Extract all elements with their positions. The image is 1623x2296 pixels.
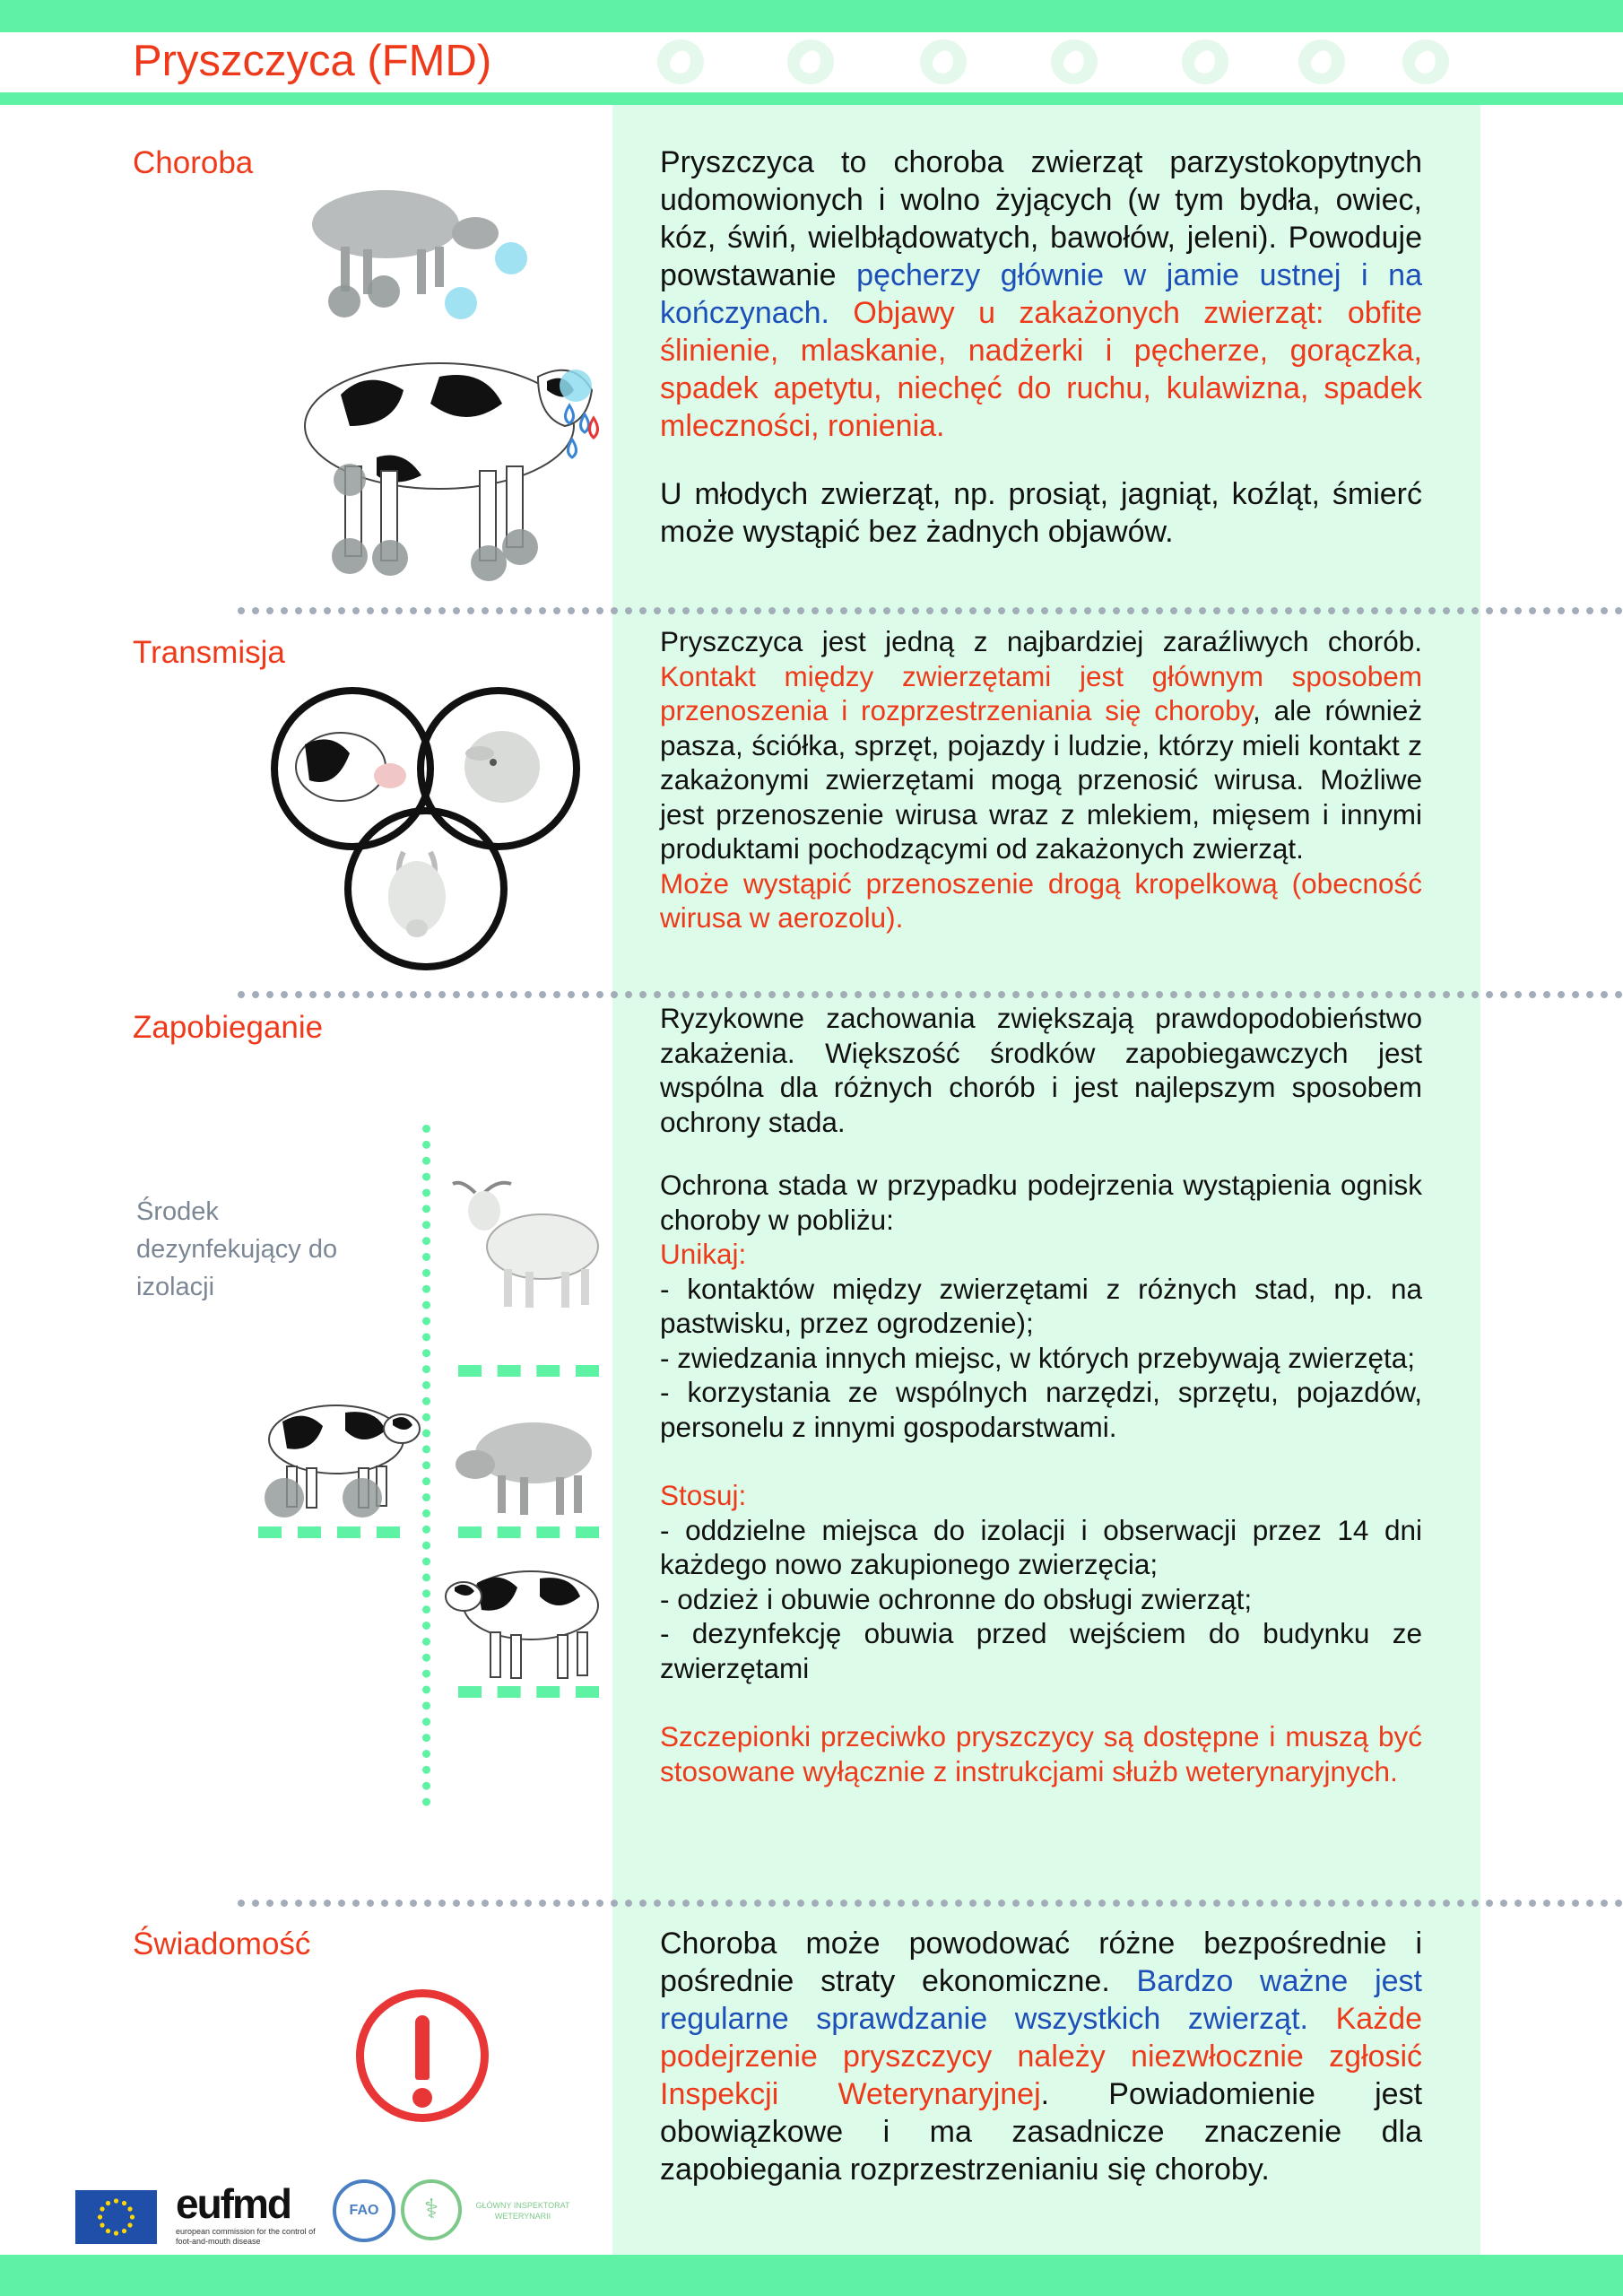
caduceus-icon: ⚕ [401,2179,462,2240]
isolated-cow-image [251,1386,421,1520]
paragraph [660,624,1422,866]
leaf-seal-icon [1182,39,1228,84]
leaf-seal-icon [657,39,704,84]
section-text-swiadomosc [660,1925,1422,2188]
text-run: - oddzielne miejsca do izolacji i obserwacji przez 14 dni każdego nowo zakupionego zwierzęcia; [660,1513,1422,1580]
list-item [660,1582,1422,1617]
text-run: Objawy u zakażonych zwierząt: obfite ślinienie, mlaskanie, nadżerki i pęcherze, gorączka, spadek apetytu, niechęć do ruchu, kulawizna, spadek mleczności, ronienia. [660,296,1422,443]
sheep-head-image [453,718,551,816]
list-item [660,1341,1422,1376]
text-run: pęcherzy głównie w jamie ustnej i na kończynach. [660,258,1422,330]
sheep-image [448,1404,601,1520]
eu-stars-icon [75,2190,157,2244]
section-heading-choroba: Choroba [133,145,254,180]
vaccine-note [660,1719,1422,1788]
text-run: - kontaktów między zwierzętami z różnych stad, np. na pastwisku, przez ogrodzenie); [660,1272,1422,1339]
section-text-transmisja [660,624,1422,935]
section-heading-transmisja: Transmisja [133,635,285,670]
section-heading-zapobieganie: Zapobieganie [133,1010,324,1045]
leaf-seal-icon [1298,39,1345,84]
paragraph [660,866,1422,935]
isolation-barrier-line [422,1125,430,1806]
eu-flag-logo [75,2190,157,2244]
text-run: Szczepionki przeciwko pryszczycy są dostępne i muszą być stosowane wyłącznie z instrukcjami służb weterynaryjnych. [660,1720,1422,1787]
text-run: Bardzo ważne jest regularne sprawdzanie wszystkich zwierząt. [660,1964,1423,2036]
text-run: - odzież i obuwie ochronne do obsługi zwierząt; [660,1582,1253,1615]
text-run: - korzystania ze wspólnych narzędzi, sprzętu, pojazdów, personelu z innymi gospodarstwami. [660,1376,1422,1443]
cow-image [441,1547,612,1682]
eufmd-logo: eufmd [176,2180,291,2227]
pen-barrier-dash [458,1686,599,1698]
text-run: Stosuj: [660,1479,747,1511]
text-run: U młodych zwierząt, np. prosiąt, jagniąt, koźląt, śmierć może wystąpić bez żadnych objawów. [660,477,1422,549]
list-item [660,1513,1422,1582]
text-run: Ryzykowne zachowania zwiększają prawdopodobieństwo zakażenia. Większość środków zapobiegawczych jest wspólna dla różnych chorób i jest najlepszym sposobem ochrony stada. [660,1002,1422,1138]
text-run: Choroba może powodować różne bezpośrednie i pośrednie straty ekonomiczne. [660,1926,1422,1998]
text-run: , ale również pasza, ściółka, sprzęt, pojazdy i ludzie, którzy mieli kontakt z zakażonymi zwierzętami mogą przenosić wirusa. Możliwe jest przenoszenie wirusa wraz z mlekiem, mięsem i innymi produktami pochodzącymi od zakażonych zwierząt. [660,694,1422,865]
section-heading-swiadomosc: Świadomość [133,1926,311,1961]
text-run: Unikaj: [660,1238,747,1270]
list-item [660,1272,1422,1341]
text-run [829,296,853,330]
pen-barrier-dash [458,1526,599,1538]
fao-logo: FAO [333,2179,395,2242]
leaf-seal-icon [787,39,834,84]
leaf-seal-icon [920,39,967,84]
section-divider [238,607,1623,614]
eufmd-logo-caption: european commission for the control of foot-and-mouth disease [176,2227,316,2246]
section-text-zapobieganie [660,1001,1422,1788]
diseased-sheep-and-cow-illustration [260,170,610,592]
pen-barrier-dash [458,1365,599,1377]
text-run: Każde podejrzenie pryszczycy należy niezwłocznie zgłosić Inspekcji Weterynaryjnej [660,2002,1423,2111]
avoid-heading [660,1237,1422,1272]
list-item [660,1375,1422,1444]
section-divider [238,991,1623,998]
text-run [1308,2002,1336,2036]
section-divider [238,1900,1623,1907]
text-run: Kontakt między zwierzętami jest głównym sposobem przenoszenia i rozprzestrzeniania się choroby [660,659,1422,726]
pen-barrier-dash [258,1526,400,1538]
disinfectant-note: Środek dezynfekujący do izolacji [136,1197,338,1301]
exclamation-dot [412,2088,432,2108]
text-run: - zwiedzania innych miejsc, w których przebywają zwierzęta; [660,1341,1416,1374]
exclamation-bar [415,2015,430,2080]
leaf-seal-icon [1051,39,1098,84]
text-run: Pryszczyca jest jedną z najbardziej zaraźliwych chorób. [660,625,1422,657]
list-item [660,1616,1422,1685]
text-run: . Powiadomienie jest obowiązkowe i ma zasadnicze znaczenie dla zapobiegania rozprzestrzenianiu się choroby. [660,2077,1423,2187]
leaf-seal-icon [1402,39,1449,84]
goat-image [448,1175,601,1309]
section-text-choroba [660,144,1422,551]
paragraph [660,144,1422,445]
paragraph [660,1925,1422,2188]
paragraph [660,1001,1422,1139]
use-heading [660,1478,1422,1513]
text-run: Może wystąpić przenoszenie drogą kropelkową (obecność wirusa w aerozolu). [660,866,1422,934]
paragraph [660,475,1422,551]
cow-head-image [287,718,412,816]
text-run: - dezynfekcję obuwia przed wejściem do budynku ze zwierzętami [660,1617,1422,1684]
top-accent-bar [0,0,1623,32]
goat-head-image [368,843,475,942]
giw-logo-text: GŁÓWNY INSPEKTORAT WETERYNARII [475,2201,570,2221]
page-title: Pryszczyca (FMD) [133,37,492,85]
text-run: Pryszczyca to choroba zwierząt parzystokopytnych udomowionych i wolno żyjących (w tym bydła, owiec, kóz, świń, wielbłądowatych, bawołów, jeleni). Powoduje powstawanie [660,145,1422,292]
text-run: Ochrona stada w przypadku podejrzenia wystąpienia ognisk choroby w pobliżu: [660,1169,1422,1236]
paragraph [660,1168,1422,1237]
warning-icon [356,1989,489,2122]
bottom-accent-bar [0,2255,1623,2296]
header-accent-line [0,92,1623,105]
